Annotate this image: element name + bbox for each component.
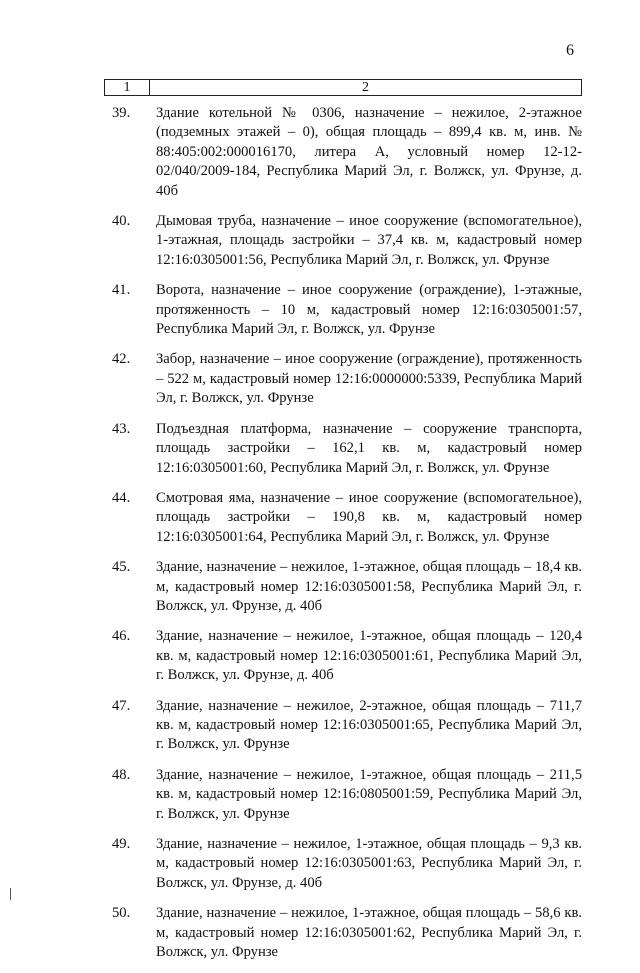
item-number: 41. — [112, 282, 131, 299]
item-number: 49. — [112, 836, 131, 852]
list-item — [104, 627, 582, 685]
list-item — [104, 766, 582, 824]
item-number: 45. — [112, 559, 131, 576]
list-item — [104, 281, 582, 339]
table-header-col-1: 1 — [105, 80, 150, 95]
item-description: Ворота, назначение – иное сооружение (ограждение), 1-этажные, протяженность – 10 м, кадастровый номер 12:16:0305001:57, Республика Марий Эл, г. Волжск, ул. Фрунзе — [156, 282, 582, 338]
item-description: Здание, назначение – нежилое, 1-этажное, общая площадь – 211,5 кв. м, кадастровый номер 12:16:0805001:59, Республика Марий Эл, г. Волжск, ул. Фрунзе — [156, 766, 582, 822]
item-number: 43. — [112, 420, 131, 437]
item-number: 40. — [112, 213, 131, 230]
item-description: Дымовая труба, назначение – иное сооружение (вспомогательное), 1-этажная, площадь застройки – 37,4 кв. м, кадастровый номер 12:16:0305001:56, Республика Марий Эл, г. Волжск, ул. Фрунзе — [156, 213, 582, 268]
page-number: 6 — [566, 42, 574, 59]
item-description: Смотровая яма, назначение – иное сооружение (вспомогательное), площадь застройки – 190,8 кв. м, кадастровый номер 12:16:0305001:64, Республика Марий Эл, г. Волжск, ул. Фрунзе — [156, 489, 582, 545]
item-number: 48. — [112, 766, 131, 783]
item-description: Здание, назначение – нежилое, 1-этажное, общая площадь – 9,3 кв. м, кадастровый номер 12:16:0305001:63, Республика Марий Эл, г. Волжск, ул. Фрунзе, д. 40б — [156, 836, 582, 891]
item-description: Здание, назначение – нежилое, 2-этажное, общая площадь – 711,7 кв. м, кадастровый номер 12:16:0305001:65, Республика Марий Эл, г. Волжск, ул. Фрунзе — [156, 697, 582, 753]
property-list — [104, 104, 582, 973]
item-number: 47. — [112, 697, 131, 714]
item-number: 50. — [112, 905, 131, 922]
list-item — [104, 489, 582, 547]
item-description: Подъездная платформа, назначение – сооружение транспорта, площадь застройки – 162,1 кв. м, кадастровый номер 12:16:0305001:60, Республика Марий Эл, г. Волжск, ул. Фрунзе — [156, 420, 582, 476]
list-item — [104, 104, 582, 201]
item-description: Здание, назначение – нежилое, 1-этажное, общая площадь – 18,4 кв. м, кадастровый номер 12:16:0305001:58, Республика Марий Эл, г. Волжск, ул. Фрунзе, д. 40б — [156, 559, 582, 614]
item-number: 46. — [112, 628, 131, 645]
item-number: 44. — [112, 489, 131, 506]
scan-margin-mark — [10, 888, 11, 900]
item-number: 42. — [112, 351, 131, 368]
list-item — [104, 350, 582, 408]
item-description: Здание котельной № 0306, назначение – нежилое, 2-этажное (подземных этажей – 0), общая площадь – 899,4 кв. м, инв. № 88:405:002:000016170, литера А, условный номер 12-12-02/040/2009-184, Республика Марий Эл, г. Волжск, ул. Фрунзе, д. 40б — [156, 105, 582, 199]
list-item — [104, 835, 582, 893]
item-number: 39. — [112, 105, 131, 121]
list-item — [104, 558, 582, 616]
list-item — [104, 904, 582, 962]
item-description: Здание, назначение – нежилое, 1-этажное, общая площадь – 120,4 кв. м, кадастровый номер 12:16:0305001:61, Республика Марий Эл, г. Волжск, ул. Фрунзе, д. 40б — [156, 628, 582, 684]
list-item — [104, 212, 582, 270]
table-header-col-2: 2 — [362, 80, 369, 95]
list-item — [104, 697, 582, 755]
table-header-row — [104, 79, 582, 96]
list-item — [104, 420, 582, 478]
item-description: Забор, назначение – иное сооружение (ограждение), протяженность – 522 м, кадастровый номер 12:16:0000000:5339, Республика Марий Эл, г. Волжск, ул. Фрунзе — [156, 351, 582, 407]
item-description: Здание, назначение – нежилое, 1-этажное, общая площадь – 58,6 кв. м, кадастровый номер 12:16:0305001:62, Республика Марий Эл, г. Волжск, ул. Фрунзе — [156, 905, 582, 961]
